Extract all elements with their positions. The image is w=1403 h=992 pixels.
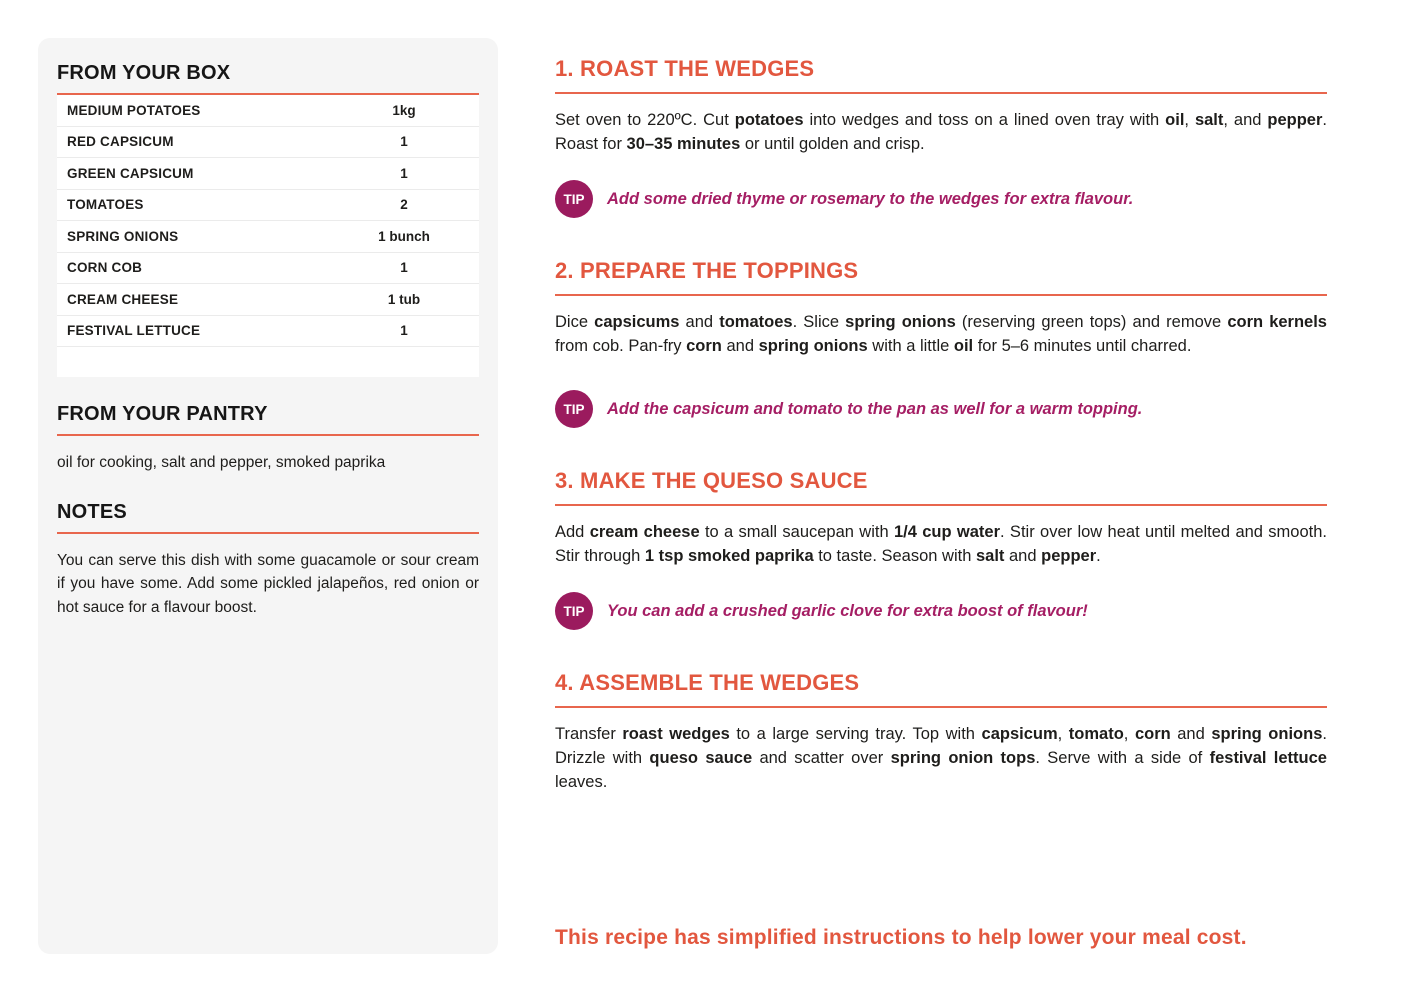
tip-callout	[555, 592, 1327, 630]
ingredient-quantity: 1kg	[392, 102, 416, 118]
table-row	[57, 253, 479, 285]
ingredient-name: CORN COB	[67, 260, 143, 276]
table-row	[57, 221, 479, 253]
ingredient-name: MEDIUM POTATOES	[67, 102, 201, 118]
table-row	[57, 316, 479, 348]
table-row	[57, 158, 479, 190]
tip-badge-icon: TIP	[555, 592, 593, 630]
ingredient-quantity: 1 tub	[387, 291, 421, 307]
ingredient-name: RED CAPSICUM	[67, 134, 174, 150]
ingredient-quantity: 1 bunch	[378, 228, 430, 244]
table-row	[57, 127, 479, 159]
table-row	[57, 95, 479, 127]
tip-callout	[555, 180, 1327, 218]
ingredient-quantity: 1	[400, 134, 408, 150]
step-title: 3. MAKE THE QUESO SAUCE	[555, 468, 1327, 506]
pantry-text: oil for cooking, salt and pepper, smoked paprika	[57, 454, 386, 471]
instructions-column	[555, 56, 1327, 834]
footer-note: This recipe has simplified instructions to help lower your meal cost.	[555, 926, 1247, 949]
box-section-title: FROM YOUR BOX	[57, 62, 479, 95]
step-section-4	[555, 670, 1327, 794]
tip-badge-icon: TIP	[555, 180, 593, 218]
ingredient-name: CREAM CHEESE	[67, 291, 179, 307]
ingredient-quantity: 2	[400, 197, 408, 213]
ingredient-quantity: 1	[400, 260, 408, 276]
tip-text: Add some dried thyme or rosemary to the wedges for extra flavour.	[607, 189, 1134, 208]
pantry-section-title: FROM YOUR PANTRY	[57, 403, 479, 436]
tip-badge-icon: TIP	[555, 390, 593, 428]
step-title: 1. ROAST THE WEDGES	[555, 56, 1327, 94]
step-body: Set oven to 220ºC. Cut potatoes into wedges and toss on a lined oven tray with oil, salt, and pepper. Roast for 30–35 minutes or until golden and crisp.	[555, 111, 1327, 153]
table-row-empty	[57, 347, 479, 377]
step-title: 2. PREPARE THE TOPPINGS	[555, 258, 1327, 296]
ingredient-quantity: 1	[400, 165, 408, 181]
ingredients-table	[57, 95, 479, 377]
table-row	[57, 190, 479, 222]
tip-text: You can add a crushed garlic clove for extra boost of flavour!	[607, 601, 1088, 620]
step-body: Add cream cheese to a small saucepan with 1/4 cup water. Stir over low heat until melted and smooth. Stir through 1 tsp smoked paprika to taste. Season with salt and pepper.	[555, 523, 1327, 565]
ingredient-name: FESTIVAL LETTUCE	[67, 323, 201, 339]
step-section-2	[555, 258, 1327, 428]
ingredients-panel	[38, 38, 498, 954]
tip-text: Add the capsicum and tomato to the pan as well for a warm topping.	[607, 399, 1143, 418]
ingredient-quantity: 1	[400, 323, 408, 339]
notes-text: You can serve this dish with some guacamole or sour cream if you have some. Add some pickled jalapeños, red onion or hot sauce for a flavour boost.	[57, 551, 479, 616]
step-section-3	[555, 468, 1327, 630]
ingredient-name: GREEN CAPSICUM	[67, 165, 194, 181]
notes-section-title: NOTES	[57, 501, 479, 534]
ingredient-name: TOMATOES	[67, 197, 144, 213]
table-row	[57, 284, 479, 316]
tip-callout	[555, 390, 1327, 428]
step-section-1	[555, 56, 1327, 218]
step-body: Dice capsicums and tomatoes. Slice spring onions (reserving green tops) and remove corn kernels from cob. Pan-fry corn and spring onions with a little oil for 5–6 minutes until charred.	[555, 313, 1327, 355]
step-body: Transfer roast wedges to a large serving tray. Top with capsicum, tomato, corn and spring onions. Drizzle with queso sauce and scatter over spring onion tops. Serve with a side of festival lettuce leaves.	[555, 725, 1327, 791]
ingredient-name: SPRING ONIONS	[67, 228, 179, 244]
step-title: 4. ASSEMBLE THE WEDGES	[555, 670, 1327, 708]
